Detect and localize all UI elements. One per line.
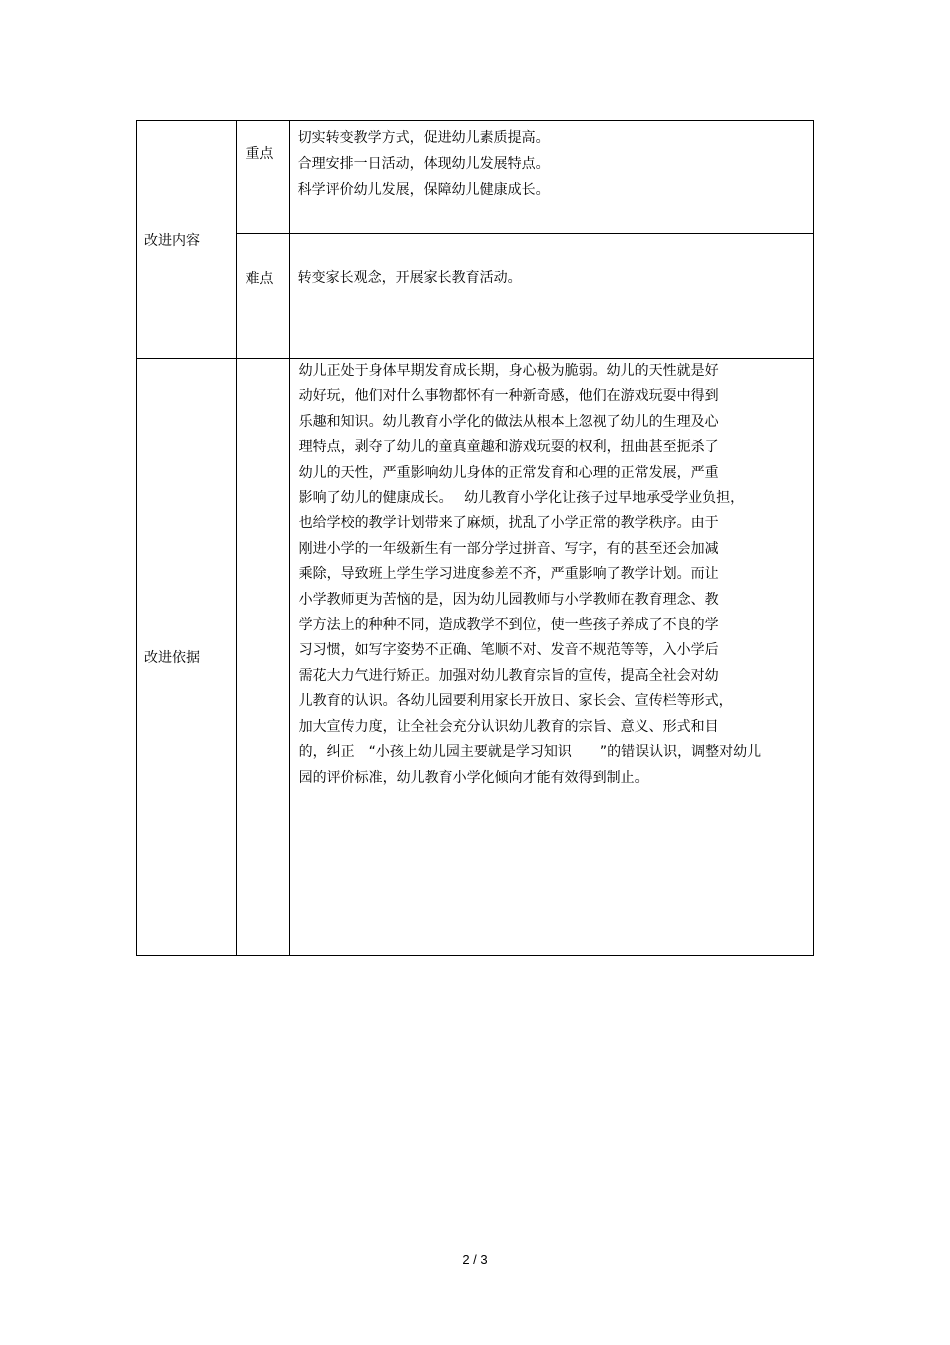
basis-line: 学方法上的种种不同，造成教学不到位，使一些孩子养成了不良的学	[298, 617, 719, 634]
basis-cell	[289, 359, 813, 956]
basis-line: 需花大力气进行矫正。加强对幼儿教育宗旨的宣传，提高全社会对幼	[298, 667, 719, 684]
basis-line: 儿教育的认识。各幼儿园要利用家长开放日、家长会、宣传栏等形式，	[298, 693, 733, 710]
key-point-item: 合理安排一日活动，体现幼儿发展特点。	[297, 156, 550, 172]
basis-line: 动好玩，他们对什么事物都怀有一种新奇感，他们在游戏玩耍中得到	[298, 388, 719, 405]
key-point-row	[137, 121, 814, 234]
key-point-label: 重点	[237, 121, 289, 234]
difficulty-row	[137, 234, 814, 359]
basis-line: 理特点，剥夺了幼儿的童真童趣和游戏玩耍的权利，扭曲甚至扼杀了	[298, 439, 719, 456]
key-point-list	[290, 121, 813, 203]
basis-line: 乘除，导致班上学生学习进度参差不齐，严重影响了教学计划。而让	[298, 566, 719, 583]
basis-line: 幼儿正处于身体早期发育成长期，身心极为脆弱。幼儿的天性就是好	[298, 363, 719, 379]
page-number: 2 / 3	[462, 1252, 488, 1267]
improve-content-label: 改进内容	[137, 121, 237, 359]
basis-line: 习习惯，如写字姿势不正确、笔顺不对、发音不规范等等，入小学后	[298, 642, 719, 659]
basis-line: 加大宣传力度，让全社会充分认识幼儿教育的宗旨、意义、形式和目	[298, 718, 719, 735]
key-point-item: 科学评价幼儿发展，保障幼儿健康成长。	[297, 182, 550, 198]
basis-line: 也给学校的教学计划带来了麻烦，扰乱了小学正常的教学秩序。由于	[298, 515, 719, 532]
key-point-item: 切实转变教学方式，促进幼儿素质提高。	[297, 130, 550, 146]
difficulty-cell	[289, 234, 813, 359]
basis-line: 幼儿的天性，严重影响幼儿身体的正常发育和心理的正常发展，严重	[298, 464, 719, 481]
basis-line: 园的评价标准，幼儿教育小学化倾向才能有效得到制止。	[298, 769, 649, 786]
basis-line: 乐趣和知识。幼儿教育小学化的做法从根本上忽视了幼儿的生理及心	[298, 413, 719, 430]
basis-empty-cell	[237, 359, 289, 956]
basis-line: 小学教师更为苦恼的是，因为幼儿园教师与小学教师在教育理念、教	[298, 591, 719, 608]
basis-line: 的，纠正 “小孩上幼儿园主要就是学习知识 ”的错误认识，调整对幼儿	[298, 744, 762, 761]
difficulty-text: 转变家长观念，开展家长教育活动。	[297, 270, 522, 286]
basis-line: 影响了幼儿的健康成长。 幼儿教育小学化让孩子过早地承受学业负担，	[298, 490, 745, 507]
difficulty-label: 难点	[237, 234, 289, 359]
improvement-table	[136, 120, 814, 956]
key-point-cell	[289, 121, 813, 234]
basis-label: 改进依据	[137, 359, 237, 956]
basis-line: 刚进小学的一年级新生有一部分学过拼音、写字，有的甚至还会加减	[298, 540, 719, 557]
basis-paragraph	[290, 359, 813, 791]
basis-row	[137, 359, 814, 956]
